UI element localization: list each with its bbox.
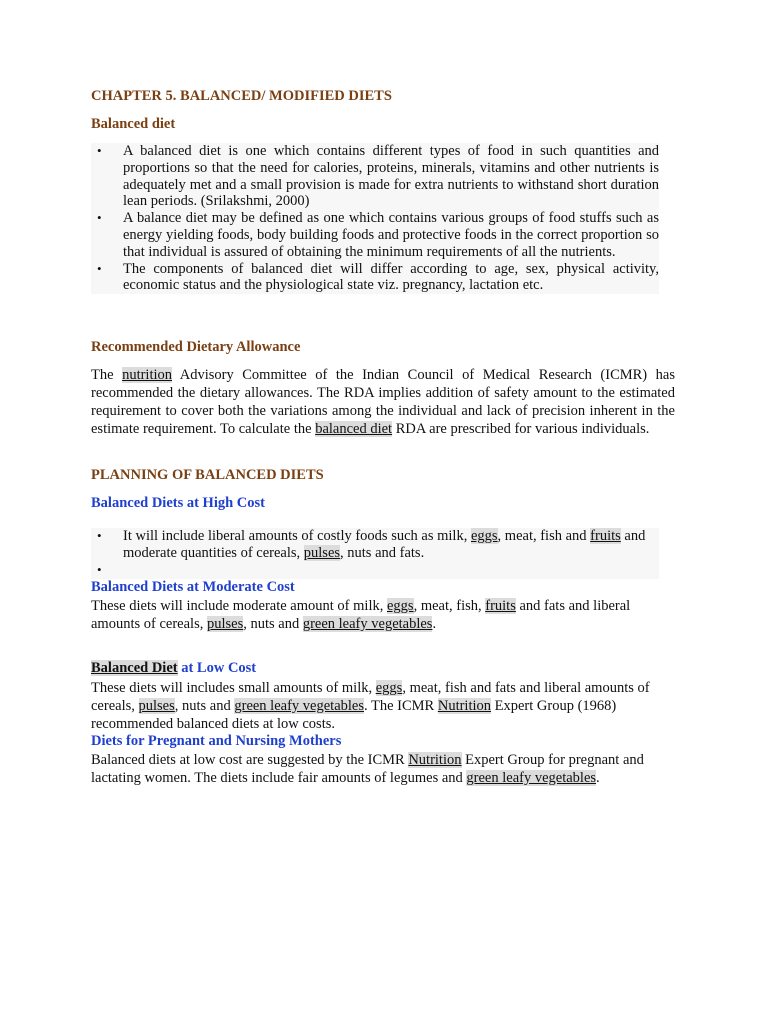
fruits-link[interactable]: fruits xyxy=(590,528,621,544)
nutrition-link[interactable]: Nutrition xyxy=(437,698,492,714)
green-leafy-vegetables-link[interactable]: green leafy vegetables xyxy=(466,770,597,786)
rda-paragraph xyxy=(91,366,675,438)
eggs-link[interactable]: eggs xyxy=(386,598,414,614)
low-cost-paragraph xyxy=(91,679,675,733)
nutrition-link[interactable]: nutrition xyxy=(122,367,173,383)
text-run: , meat, fish, xyxy=(413,598,486,614)
text-run: Expert Group for pregnant and lactating women. The diets include fair amounts of legumes and xyxy=(91,752,644,786)
high-cost-list xyxy=(91,528,659,579)
fruits-link[interactable]: fruits xyxy=(485,598,516,614)
text-run: . The ICMR xyxy=(363,698,438,714)
balanced-diet-link[interactable]: balanced diet xyxy=(315,421,393,437)
balanced-diet-list xyxy=(91,143,659,294)
list-item xyxy=(91,528,659,562)
text-run: and moderate quantities of cereals, xyxy=(123,528,646,561)
pulses-link[interactable]: pulses xyxy=(138,698,175,714)
list-item: • The components of balanced diet will differ according to age, sex, physical activity, economic status and the physiological state viz. pregnancy, lactation etc. xyxy=(91,261,659,295)
pregnant-paragraph xyxy=(91,751,675,787)
text-run: Expert Group (1968) recommended balanced diets at low costs. xyxy=(91,698,617,732)
list-item: • A balanced diet is one which contains different types of food in such quantities and proportions so that the need for calories, proteins, minerals, vitamins and other nutrients is adequately met and a small provision is made for extra nutrients to withstand short duration lean periods. (Srilakshmi, 2000) xyxy=(91,143,659,210)
text-run: . xyxy=(596,770,600,786)
eggs-link[interactable]: eggs xyxy=(470,528,498,544)
text-run: , meat, fish and xyxy=(497,528,591,544)
rda-heading: Recommended Dietary Allowance xyxy=(91,339,301,355)
pregnant-heading: Diets for Pregnant and Nursing Mothers xyxy=(91,733,342,749)
heading-text: at Low Cost xyxy=(177,660,257,676)
pulses-link[interactable]: pulses xyxy=(303,544,341,561)
text-run: and fats and liberal amounts of cereals, xyxy=(91,598,631,632)
list-item: • A balance diet may be defined as one which contains various groups of food stuffs such as energy yielding foods, body building foods and protective foods in the correct proportion so that individual is assured of obtaining the minimum requirements of all the nutrients. xyxy=(91,210,659,260)
text-run: , meat, fish and fats and liberal amounts of cereals, xyxy=(91,680,650,714)
text-run: These diets will include moderate amount of milk, xyxy=(91,598,387,614)
text-run: These diets will includes small amounts of milk, xyxy=(91,680,376,696)
moderate-cost-paragraph xyxy=(91,597,675,633)
text-run: The xyxy=(91,367,123,383)
text-run: RDA are prescribed for various individuals. xyxy=(392,421,650,437)
eggs-link[interactable]: eggs xyxy=(375,680,403,696)
balanced-diet-link[interactable]: Balanced Diet xyxy=(91,660,178,676)
text-run: , nuts and fats. xyxy=(340,544,425,561)
text-run: Balanced diets at low cost are suggested by the ICMR xyxy=(91,752,409,768)
green-leafy-vegetables-link[interactable]: green leafy vegetables xyxy=(302,616,433,632)
low-cost-heading xyxy=(91,660,256,677)
pulses-link[interactable]: pulses xyxy=(206,616,244,632)
text-run: , nuts and xyxy=(243,616,303,632)
green-leafy-vegetables-link[interactable]: green leafy vegetables xyxy=(234,698,364,714)
chapter-title: CHAPTER 5. BALANCED/ MODIFIED DIETS xyxy=(91,88,392,104)
high-cost-heading: Balanced Diets at High Cost xyxy=(91,495,265,511)
text-run: It will include liberal amounts of costly foods such as milk, xyxy=(123,528,471,544)
planning-heading: PLANNING OF BALANCED DIETS xyxy=(91,467,324,483)
balanced-diet-heading: Balanced diet xyxy=(91,116,176,132)
nutrition-link[interactable]: Nutrition xyxy=(408,752,462,768)
empty-list-item xyxy=(91,562,659,579)
moderate-cost-heading: Balanced Diets at Moderate Cost xyxy=(91,579,295,595)
text-run: , nuts and xyxy=(174,698,235,714)
text-run: Advisory Committee of the Indian Council of Medical Research (ICMR) has recommended the dietary allowances. The RDA implies addition of safety amount to the estimated requirement to cover both the variations among the individual and lack of precision inherent in the estimate requirement. To calculate the xyxy=(91,367,675,437)
text-run: . xyxy=(432,616,437,632)
